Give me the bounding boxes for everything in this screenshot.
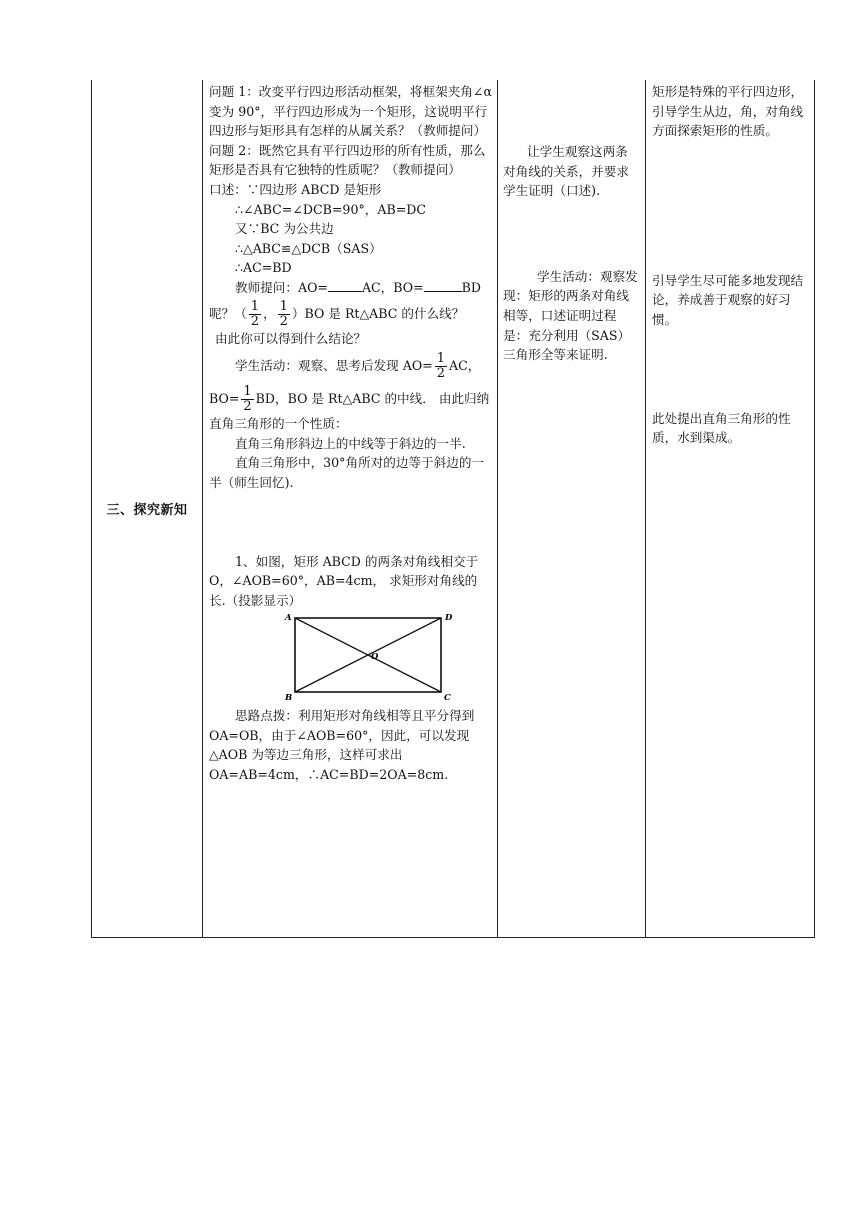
property-30-degree: 直角三角形中，30°角所对的边等于斜边的一半（师生回忆).	[209, 455, 485, 490]
content-cell	[203, 80, 497, 937]
student-activity-cont: BO= $\frac{1}{2}$ BD，BO 是 Rt△ABC 的中线． 由此归纳直角三角形的一个性质：	[209, 384, 490, 432]
student-cell	[498, 80, 645, 937]
notes-cell	[646, 80, 814, 937]
proof-step: ∴△ABC≌△DCB（SAS）	[235, 240, 382, 256]
proof-step: 又∵BC 为公共边	[235, 221, 334, 237]
label-d: D	[445, 613, 453, 624]
property-median: 直角三角形斜边上的中线等于斜边的一半.	[235, 435, 466, 451]
proof-intro: 口述：∵四边形 ABCD 是矩形	[209, 181, 382, 197]
stage-cell	[92, 80, 202, 937]
fraction-half: $\frac{1}{2}$	[279, 298, 288, 329]
design-note: 矩形是特殊的平行四边形，引导学生从边，角，对角线方面探索矩形的性质。	[652, 84, 804, 139]
question-2: 问题 2：既然它具有平行四边形的所有性质，那么矩形是否具有它独特的性质呢？（教师提问）	[209, 142, 486, 178]
example-problem: 1、如图，矩形 ABCD 的两条对角线相交于 O，∠AOB=60°，AB=4cm， 求矩形对角线的长.（投影显示）	[209, 553, 479, 608]
rectangle-diagram	[279, 612, 459, 700]
design-note: 此处提出直角三角形的性质，水到渠成。	[652, 410, 791, 446]
student-task: 让学生观察这两条对角线的关系，并要求学生证明（口述).	[503, 144, 629, 199]
lesson-table	[91, 80, 815, 938]
fraction-half: $\frac{1}{2}$	[250, 298, 260, 329]
student-activity: 学生活动：观察、思考后发现 AO= $\frac{1}{2}$ AC，	[235, 351, 481, 382]
label-b: B	[285, 693, 293, 701]
label-c: C	[444, 693, 451, 701]
fraction-half: $\frac{1}{2}$	[436, 351, 445, 382]
answer-blank	[424, 279, 462, 292]
stage-title: 三、探究新知	[106, 503, 188, 518]
student-observation: 学生活动：观察发现：矩形的两条对角线相等，口述证明过程是：充分利用（SAS）三角形全等来证明.	[503, 268, 638, 363]
fraction-half: $\frac{1}{2}$	[243, 384, 252, 415]
teacher-question-cont: 呢？（ $\frac{1}{2}$ ， $\frac{1}{2}$ ）BO 是 Rt△ABC 的什么线？	[209, 298, 465, 329]
proof-step: ∴∠ABC=∠DCB=90°，AB=DC	[235, 201, 426, 217]
proof-step: ∴AC=BD	[235, 260, 292, 276]
conclusion-question: 由此你可以得到什么结论？	[215, 330, 367, 346]
answer-blank	[328, 279, 362, 292]
label-o: O	[371, 652, 379, 663]
question-1: 问题 1：改变平行四边形活动框架，将框架夹角∠α变为 90°，平行四边形成为一个矩形，这说明平行四边形与矩形具有怎样的从属关系？（教师提问）	[209, 84, 492, 139]
design-note: 引导学生尽可能多地发现结论，养成善于观察的好习惯。	[652, 272, 804, 327]
solution-hint: 思路点拨：利用矩形对角线相等且平分得到 OA=OB，由于∠AOB=60°，因此，可以发现△AOB 为等边三角形，这样可求出 OA=AB=4cm，∴AC=BD=2OA=8cm.	[209, 708, 475, 783]
teacher-question: 教师提问：AO= AC，BO= BD	[235, 279, 482, 295]
label-a: A	[285, 613, 292, 624]
